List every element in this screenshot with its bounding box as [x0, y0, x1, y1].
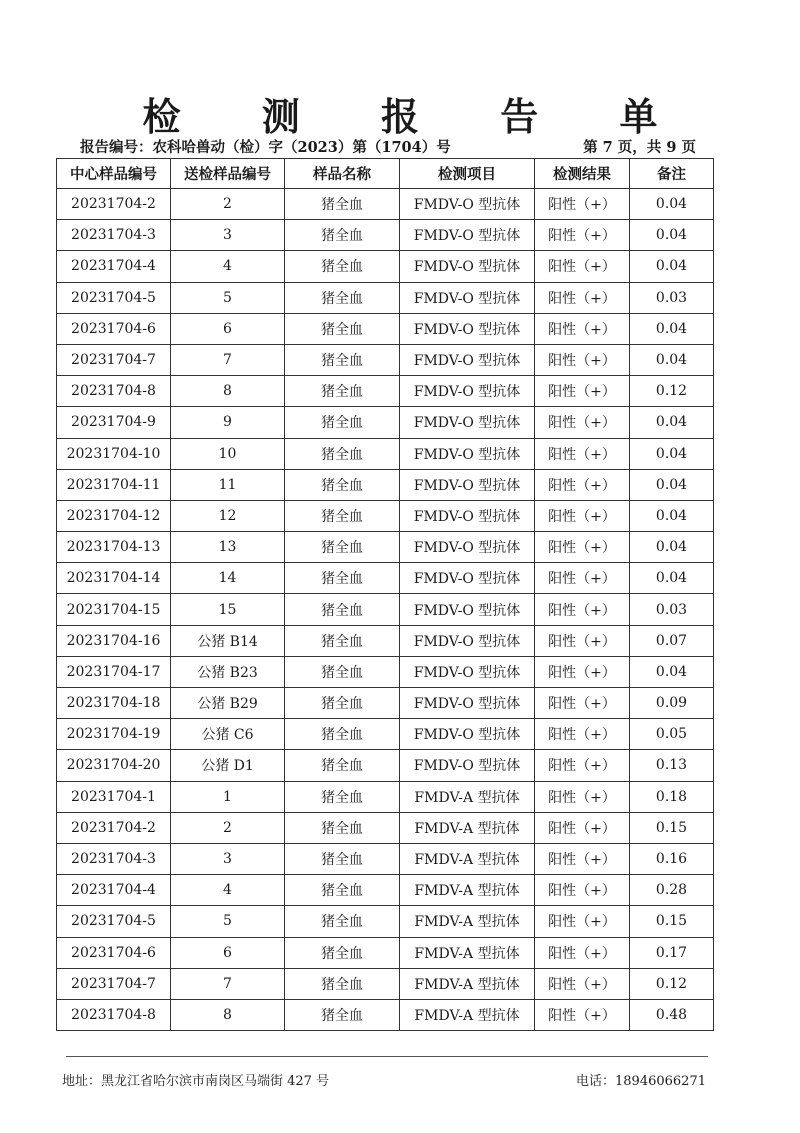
- cell-submitted-sample-id: 4: [171, 875, 285, 906]
- cell-sample-name: 猪全血: [285, 937, 400, 968]
- cell-test-result: 阳性（+）: [535, 500, 630, 531]
- table-header-row: [57, 159, 714, 189]
- cell-test-item: FMDV-O 型抗体: [400, 656, 535, 687]
- cell-test-result: 阳性（+）: [535, 563, 630, 594]
- cell-remark: 0.12: [630, 968, 714, 999]
- page-info: 第 7 页，共 9 页: [583, 139, 696, 156]
- table-row: [57, 906, 714, 937]
- table-row: [57, 719, 714, 750]
- cell-remark: 0.04: [630, 313, 714, 344]
- cell-center-sample-id: 20231704-11: [57, 469, 171, 500]
- cell-sample-name: 猪全血: [285, 656, 400, 687]
- cell-submitted-sample-id: 2: [171, 189, 285, 220]
- cell-test-item: FMDV-A 型抗体: [400, 999, 535, 1030]
- table-row: [57, 843, 714, 874]
- document-title: 检 测 报 告 单: [142, 95, 692, 139]
- cell-test-result: 阳性（+）: [535, 251, 630, 282]
- cell-sample-name: 猪全血: [285, 500, 400, 531]
- report-number: 报告编号：农科哈兽动（检）字（2023）第（1704）号: [80, 139, 451, 156]
- cell-test-result: 阳性（+）: [535, 376, 630, 407]
- footer-phone: 电话：18946066271: [576, 1074, 706, 1089]
- cell-center-sample-id: 20231704-3: [57, 220, 171, 251]
- cell-test-result: 阳性（+）: [535, 220, 630, 251]
- cell-test-result: 阳性（+）: [535, 812, 630, 843]
- table-row: [57, 438, 714, 469]
- cell-test-result: 阳性（+）: [535, 999, 630, 1030]
- cell-test-item: FMDV-O 型抗体: [400, 313, 535, 344]
- cell-remark: 0.15: [630, 812, 714, 843]
- cell-test-item: FMDV-A 型抗体: [400, 875, 535, 906]
- cell-remark: 0.09: [630, 688, 714, 719]
- cell-sample-name: 猪全血: [285, 313, 400, 344]
- cell-submitted-sample-id: 12: [171, 500, 285, 531]
- cell-sample-name: 猪全血: [285, 251, 400, 282]
- cell-test-item: FMDV-O 型抗体: [400, 189, 535, 220]
- cell-remark: 0.04: [630, 469, 714, 500]
- cell-sample-name: 猪全血: [285, 220, 400, 251]
- table-row: [57, 750, 714, 781]
- table-row: [57, 407, 714, 438]
- cell-center-sample-id: 20231704-8: [57, 376, 171, 407]
- cell-sample-name: 猪全血: [285, 688, 400, 719]
- cell-sample-name: 猪全血: [285, 407, 400, 438]
- cell-sample-name: 猪全血: [285, 189, 400, 220]
- cell-test-result: 阳性（+）: [535, 719, 630, 750]
- header-test-result: 检测结果: [535, 159, 630, 189]
- cell-test-item: FMDV-A 型抗体: [400, 906, 535, 937]
- cell-remark: 0.16: [630, 843, 714, 874]
- cell-remark: 0.03: [630, 594, 714, 625]
- cell-submitted-sample-id: 14: [171, 563, 285, 594]
- table-row: [57, 625, 714, 656]
- table-row: [57, 594, 714, 625]
- cell-submitted-sample-id: 6: [171, 313, 285, 344]
- cell-remark: 0.04: [630, 251, 714, 282]
- cell-sample-name: 猪全血: [285, 843, 400, 874]
- table-row: [57, 469, 714, 500]
- table-row: [57, 251, 714, 282]
- cell-test-item: FMDV-O 型抗体: [400, 594, 535, 625]
- cell-submitted-sample-id: 3: [171, 843, 285, 874]
- cell-test-result: 阳性（+）: [535, 594, 630, 625]
- cell-test-result: 阳性（+）: [535, 532, 630, 563]
- cell-remark: 0.15: [630, 906, 714, 937]
- cell-test-item: FMDV-O 型抗体: [400, 344, 535, 375]
- cell-test-result: 阳性（+）: [535, 407, 630, 438]
- cell-submitted-sample-id: 11: [171, 469, 285, 500]
- cell-center-sample-id: 20231704-6: [57, 937, 171, 968]
- cell-sample-name: 猪全血: [285, 750, 400, 781]
- cell-test-result: 阳性（+）: [535, 968, 630, 999]
- cell-remark: 0.13: [630, 750, 714, 781]
- table-row: [57, 999, 714, 1030]
- cell-test-result: 阳性（+）: [535, 875, 630, 906]
- cell-test-item: FMDV-O 型抗体: [400, 532, 535, 563]
- cell-sample-name: 猪全血: [285, 625, 400, 656]
- cell-test-item: FMDV-O 型抗体: [400, 563, 535, 594]
- cell-center-sample-id: 20231704-18: [57, 688, 171, 719]
- cell-submitted-sample-id: 公猪 C6: [171, 719, 285, 750]
- cell-sample-name: 猪全血: [285, 282, 400, 313]
- cell-submitted-sample-id: 8: [171, 376, 285, 407]
- cell-submitted-sample-id: 公猪 B23: [171, 656, 285, 687]
- cell-remark: 0.04: [630, 656, 714, 687]
- table-row: [57, 500, 714, 531]
- cell-center-sample-id: 20231704-16: [57, 625, 171, 656]
- cell-test-item: FMDV-O 型抗体: [400, 625, 535, 656]
- cell-center-sample-id: 20231704-2: [57, 812, 171, 843]
- cell-center-sample-id: 20231704-3: [57, 843, 171, 874]
- table-row: [57, 313, 714, 344]
- cell-test-result: 阳性（+）: [535, 688, 630, 719]
- cell-test-item: FMDV-A 型抗体: [400, 968, 535, 999]
- results-table: [56, 158, 714, 1031]
- cell-center-sample-id: 20231704-9: [57, 407, 171, 438]
- cell-submitted-sample-id: 1: [171, 781, 285, 812]
- cell-center-sample-id: 20231704-4: [57, 251, 171, 282]
- cell-test-result: 阳性（+）: [535, 625, 630, 656]
- header-sample-name: 样品名称: [285, 159, 400, 189]
- cell-submitted-sample-id: 公猪 B14: [171, 625, 285, 656]
- table-row: [57, 656, 714, 687]
- cell-remark: 0.12: [630, 376, 714, 407]
- cell-remark: 0.04: [630, 500, 714, 531]
- cell-submitted-sample-id: 6: [171, 937, 285, 968]
- cell-test-item: FMDV-O 型抗体: [400, 688, 535, 719]
- cell-sample-name: 猪全血: [285, 344, 400, 375]
- cell-test-item: FMDV-O 型抗体: [400, 469, 535, 500]
- cell-test-item: FMDV-A 型抗体: [400, 781, 535, 812]
- header-test-item: 检测项目: [400, 159, 535, 189]
- cell-test-item: FMDV-O 型抗体: [400, 750, 535, 781]
- cell-test-item: FMDV-A 型抗体: [400, 937, 535, 968]
- cell-test-result: 阳性（+）: [535, 843, 630, 874]
- cell-remark: 0.04: [630, 189, 714, 220]
- cell-sample-name: 猪全血: [285, 906, 400, 937]
- cell-test-item: FMDV-A 型抗体: [400, 812, 535, 843]
- cell-center-sample-id: 20231704-7: [57, 344, 171, 375]
- table-row: [57, 812, 714, 843]
- cell-center-sample-id: 20231704-8: [57, 999, 171, 1030]
- table-row: [57, 563, 714, 594]
- cell-test-item: FMDV-O 型抗体: [400, 500, 535, 531]
- table-row: [57, 376, 714, 407]
- cell-center-sample-id: 20231704-6: [57, 313, 171, 344]
- cell-test-result: 阳性（+）: [535, 469, 630, 500]
- cell-test-result: 阳性（+）: [535, 750, 630, 781]
- table-row: [57, 937, 714, 968]
- cell-center-sample-id: 20231704-1: [57, 781, 171, 812]
- cell-test-result: 阳性（+）: [535, 781, 630, 812]
- footer-address: 地址：黑龙江省哈尔滨市南岗区马端街 427 号: [62, 1074, 330, 1089]
- cell-sample-name: 猪全血: [285, 719, 400, 750]
- cell-remark: 0.05: [630, 719, 714, 750]
- cell-remark: 0.03: [630, 282, 714, 313]
- cell-remark: 0.07: [630, 625, 714, 656]
- cell-sample-name: 猪全血: [285, 469, 400, 500]
- cell-submitted-sample-id: 公猪 D1: [171, 750, 285, 781]
- cell-submitted-sample-id: 7: [171, 968, 285, 999]
- cell-remark: 0.48: [630, 999, 714, 1030]
- cell-test-result: 阳性（+）: [535, 189, 630, 220]
- cell-test-item: FMDV-A 型抗体: [400, 843, 535, 874]
- cell-test-result: 阳性（+）: [535, 937, 630, 968]
- table-row: [57, 344, 714, 375]
- header-remark: 备注: [630, 159, 714, 189]
- cell-sample-name: 猪全血: [285, 999, 400, 1030]
- cell-remark: 0.18: [630, 781, 714, 812]
- cell-test-result: 阳性（+）: [535, 438, 630, 469]
- cell-remark: 0.04: [630, 220, 714, 251]
- table-row: [57, 968, 714, 999]
- cell-submitted-sample-id: 7: [171, 344, 285, 375]
- cell-test-result: 阳性（+）: [535, 282, 630, 313]
- table-row: [57, 688, 714, 719]
- table-row: [57, 282, 714, 313]
- cell-remark: 0.04: [630, 563, 714, 594]
- table-row: [57, 781, 714, 812]
- cell-center-sample-id: 20231704-19: [57, 719, 171, 750]
- cell-submitted-sample-id: 5: [171, 282, 285, 313]
- cell-test-item: FMDV-O 型抗体: [400, 220, 535, 251]
- cell-sample-name: 猪全血: [285, 438, 400, 469]
- cell-center-sample-id: 20231704-20: [57, 750, 171, 781]
- table-row: [57, 875, 714, 906]
- cell-sample-name: 猪全血: [285, 594, 400, 625]
- cell-submitted-sample-id: 5: [171, 906, 285, 937]
- cell-center-sample-id: 20231704-14: [57, 563, 171, 594]
- cell-center-sample-id: 20231704-5: [57, 282, 171, 313]
- cell-test-item: FMDV-O 型抗体: [400, 407, 535, 438]
- cell-sample-name: 猪全血: [285, 532, 400, 563]
- cell-remark: 0.04: [630, 532, 714, 563]
- cell-center-sample-id: 20231704-12: [57, 500, 171, 531]
- cell-sample-name: 猪全血: [285, 563, 400, 594]
- cell-submitted-sample-id: 4: [171, 251, 285, 282]
- cell-test-item: FMDV-O 型抗体: [400, 282, 535, 313]
- cell-center-sample-id: 20231704-7: [57, 968, 171, 999]
- cell-remark: 0.04: [630, 344, 714, 375]
- cell-center-sample-id: 20231704-2: [57, 189, 171, 220]
- cell-test-item: FMDV-O 型抗体: [400, 719, 535, 750]
- cell-sample-name: 猪全血: [285, 376, 400, 407]
- header-center-sample-id: 中心样品编号: [57, 159, 171, 189]
- footer-divider: [66, 1056, 708, 1057]
- cell-submitted-sample-id: 2: [171, 812, 285, 843]
- cell-sample-name: 猪全血: [285, 875, 400, 906]
- cell-submitted-sample-id: 10: [171, 438, 285, 469]
- cell-test-result: 阳性（+）: [535, 313, 630, 344]
- cell-test-result: 阳性（+）: [535, 906, 630, 937]
- cell-submitted-sample-id: 9: [171, 407, 285, 438]
- cell-sample-name: 猪全血: [285, 812, 400, 843]
- cell-test-result: 阳性（+）: [535, 344, 630, 375]
- cell-remark: 0.04: [630, 438, 714, 469]
- cell-center-sample-id: 20231704-15: [57, 594, 171, 625]
- cell-sample-name: 猪全血: [285, 968, 400, 999]
- header-submitted-sample-id: 送检样品编号: [171, 159, 285, 189]
- cell-submitted-sample-id: 3: [171, 220, 285, 251]
- cell-test-item: FMDV-O 型抗体: [400, 251, 535, 282]
- cell-remark: 0.17: [630, 937, 714, 968]
- cell-remark: 0.04: [630, 407, 714, 438]
- cell-center-sample-id: 20231704-10: [57, 438, 171, 469]
- cell-test-item: FMDV-O 型抗体: [400, 376, 535, 407]
- table-row: [57, 220, 714, 251]
- cell-submitted-sample-id: 15: [171, 594, 285, 625]
- cell-test-item: FMDV-O 型抗体: [400, 438, 535, 469]
- cell-test-result: 阳性（+）: [535, 656, 630, 687]
- cell-remark: 0.28: [630, 875, 714, 906]
- cell-center-sample-id: 20231704-4: [57, 875, 171, 906]
- cell-submitted-sample-id: 公猪 B29: [171, 688, 285, 719]
- table-row: [57, 532, 714, 563]
- table-row: [57, 189, 714, 220]
- cell-submitted-sample-id: 8: [171, 999, 285, 1030]
- cell-center-sample-id: 20231704-17: [57, 656, 171, 687]
- cell-sample-name: 猪全血: [285, 781, 400, 812]
- cell-submitted-sample-id: 13: [171, 532, 285, 563]
- cell-center-sample-id: 20231704-13: [57, 532, 171, 563]
- cell-center-sample-id: 20231704-5: [57, 906, 171, 937]
